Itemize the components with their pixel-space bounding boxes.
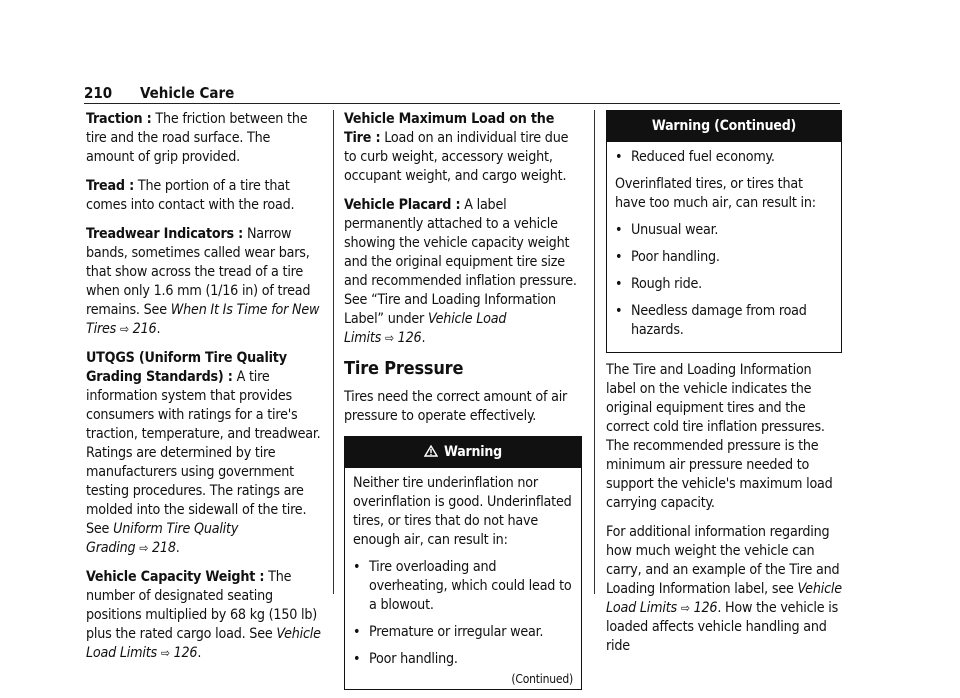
page-reference[interactable]: 126: [693, 600, 718, 616]
bullet-text: Needless damage from road hazards.: [631, 303, 807, 338]
page-reference[interactable]: 218: [151, 540, 176, 556]
column-divider: [594, 110, 595, 594]
cross-reference-link[interactable]: Uniform Tire Quality Grading: [86, 521, 239, 556]
definition-utqgs: [86, 349, 322, 558]
punctuation: .: [156, 321, 161, 337]
page-reference[interactable]: 126: [397, 330, 422, 346]
column-3: [606, 110, 842, 666]
cross-reference-link[interactable]: Vehicle Load Limits: [606, 581, 842, 616]
paragraph-text: For additional information regarding how much weight the vehicle can carry, and an example of the Tire and Loading Information label, see: [606, 524, 840, 597]
warning-title: Warning: [444, 444, 502, 460]
intro-paragraph: Tires need the correct amount of air pressure to operate effectively.: [344, 389, 568, 424]
definition-traction: [86, 110, 322, 167]
term: Traction :: [86, 111, 152, 127]
definition-text: A tire information system that provides consumers with ratings for a tire's traction, temperature, and treadwear. Ratings are determined by tire manufacturers using government testing procedures. The ratings are molded into the sidewall of the tire. See: [86, 369, 321, 537]
definition-text: A label permanently attached to a vehicle showing the vehicle capacity weight and the original equipment tire size and recommended inflation pressure. See “Tire and Loading Information Label” under: [344, 197, 577, 327]
list-item: [615, 148, 833, 167]
bullet-text: Poor handling.: [631, 249, 720, 265]
warning-bullets: [615, 221, 833, 340]
body-paragraph: The Tire and Loading Information label on the vehicle indicates the original equipment tires and the correct cold tire inflation pressures. The recommended pressure is the minimum air pressure needed to support the vehicle's maximum load carrying capacity.: [606, 362, 833, 511]
page-ref-arrow-icon: ⇨: [680, 601, 690, 615]
list-item: [353, 623, 573, 642]
bullet-icon: •: [353, 559, 361, 575]
section-heading: Tire Pressure: [344, 358, 464, 379]
definition-text: The friction between the tire and the road surface. The amount of grip provided.: [86, 111, 308, 165]
column-divider: [333, 110, 334, 594]
definition-text: Load on an individual tire due to curb weight, accessory weight, occupant weight, and cargo weight.: [344, 130, 569, 184]
warning-text: Neither tire underinflation nor overinflation is good. Underinflated tires, or tires that do not have enough air, can result in:: [353, 475, 572, 548]
bullet-icon: •: [615, 222, 623, 238]
warning-body: [345, 468, 581, 689]
warning-box-continued: [606, 110, 842, 353]
definition-text: The number of designated seating positions multiplied by 68 kg (150 lb) plus the rated cargo load. See: [86, 569, 318, 642]
warning-box: [344, 436, 582, 690]
term: Tread :: [86, 178, 134, 194]
punctuation: .: [197, 645, 202, 661]
list-item: [615, 248, 833, 267]
bullet-text: Reduced fuel economy.: [631, 149, 775, 165]
warning-bullets: [353, 558, 573, 669]
warning-title-bar: Warning (Continued): [607, 111, 841, 142]
warning-triangle-icon: [424, 445, 438, 457]
bullet-text: Premature or irregular wear.: [369, 624, 544, 640]
definition-vehicle-capacity-weight: [86, 568, 322, 663]
bullet-icon: •: [353, 651, 361, 667]
definition-treadwear-indicators: [86, 225, 322, 339]
definition-tread: [86, 177, 322, 215]
list-item: [615, 275, 833, 294]
page-number: 210: [84, 84, 113, 102]
warning-text: Overinflated tires, or tires that have too much air, can result in:: [615, 176, 816, 211]
definition-text: Narrow bands, sometimes called wear bars, that show across the tread of a tire when only 1.6 mm (1/16 in) of tread remains. See: [86, 226, 311, 318]
definition-max-load: [344, 110, 582, 186]
bullet-text: Poor handling.: [369, 651, 458, 667]
bullet-icon: •: [615, 276, 623, 292]
bullet-text: Rough ride.: [631, 276, 702, 292]
list-item: [353, 650, 573, 669]
bullet-icon: •: [615, 303, 623, 319]
page-reference[interactable]: 126: [173, 645, 198, 661]
term: Vehicle Maximum Load on the Tire :: [344, 111, 555, 146]
bullet-icon: •: [615, 249, 623, 265]
page-ref-arrow-icon: ⇨: [119, 322, 129, 336]
term: Treadwear Indicators :: [86, 226, 244, 242]
continued-note: (Continued): [511, 672, 573, 686]
bullet-icon: •: [353, 624, 361, 640]
page-ref-arrow-icon: ⇨: [139, 541, 149, 555]
list-item: [615, 302, 833, 340]
term: Vehicle Capacity Weight :: [86, 569, 265, 585]
bullet-text: Unusual wear.: [631, 222, 719, 238]
term: UTQGS (Uniform Tire Quality Grading Standards) :: [86, 350, 287, 385]
warning-title-bar: [345, 437, 581, 468]
page-ref-arrow-icon: ⇨: [160, 646, 170, 660]
cross-reference-link[interactable]: When It Is Time for New Tires: [86, 302, 320, 337]
definition-vehicle-placard: [344, 196, 582, 348]
bullet-text: Tire overloading and overheating, which could lead to a blowout.: [369, 559, 572, 613]
definition-text: The portion of a tire that comes into contact with the road.: [86, 178, 295, 213]
page-ref-arrow-icon: ⇨: [384, 331, 394, 345]
punctuation: .: [421, 330, 426, 346]
warning-bullets: [615, 148, 833, 167]
punctuation: .: [175, 540, 180, 556]
cross-reference-link[interactable]: Vehicle Load Limits: [344, 311, 507, 346]
list-item: [353, 558, 573, 615]
term: Vehicle Placard :: [344, 197, 461, 213]
page-reference[interactable]: 216: [132, 321, 157, 337]
list-item: [615, 221, 833, 240]
warning-body: [607, 142, 841, 352]
section-title: Vehicle Care: [140, 84, 235, 102]
column-2: [344, 110, 582, 698]
bullet-icon: •: [615, 149, 623, 165]
cross-reference-link[interactable]: Vehicle Load Limits: [86, 626, 321, 661]
paragraph-text: . How the vehicle is loaded affects vehicle handling and ride: [606, 600, 839, 654]
header-rule: [84, 103, 840, 104]
column-1: [86, 110, 322, 673]
body-paragraph: [606, 523, 842, 656]
